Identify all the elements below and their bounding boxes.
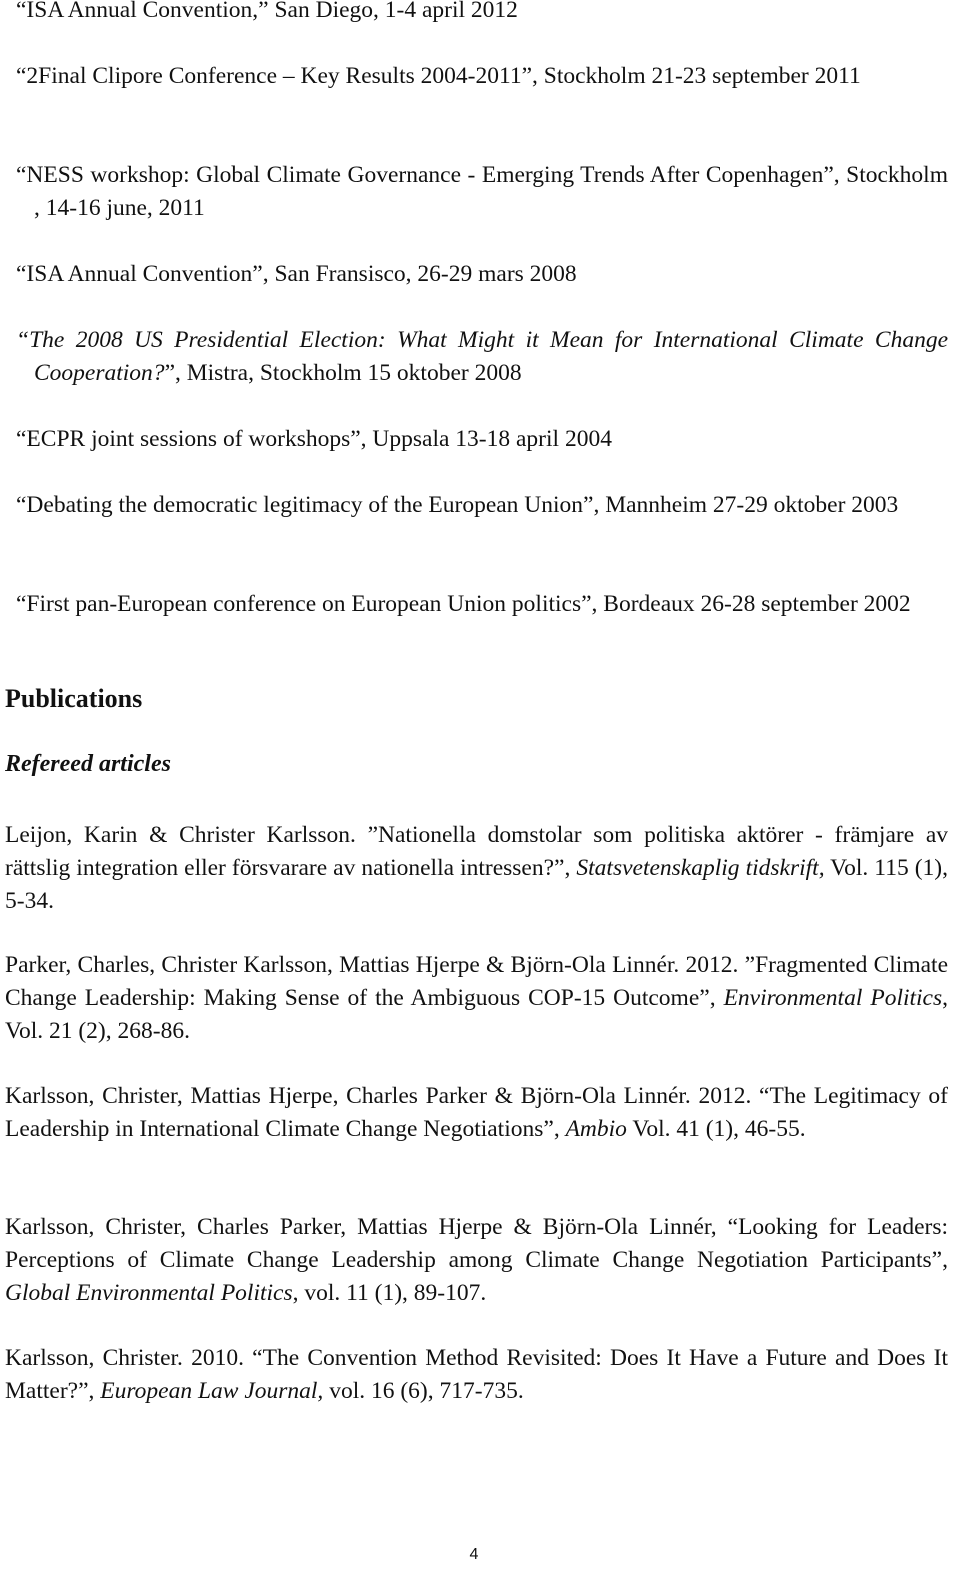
publication-volume: , Vol. 21 (2), 268-86. (5, 985, 949, 1044)
publication-entry (5, 1080, 948, 1146)
publication-volume: Vol. 41 (1), 46-55. (626, 1116, 806, 1142)
journal-name: Global Environmental Politics (5, 1280, 293, 1306)
journal-name: European Law Journal, (100, 1378, 324, 1404)
publications-heading: Publications (5, 684, 143, 713)
publication-citation: Parker, Charles, Christer Karlsson, Mattias Hjerpe & Björn-Ola Linnér. 2012. ”Fragmented Climate Change Leadership: Making Sense of the Ambiguous COP-15 Outcome”, (5, 952, 948, 1011)
conference-entry: “ISA Annual Convention,” San Diego, 1-4 april 2012 (16, 0, 518, 23)
conference-entry: “Debating the democratic legitimacy of the European Union”, Mannheim 27-29 oktober 2003 (16, 492, 899, 518)
publication-volume: , vol. 11 (1), 89-107. (292, 1280, 487, 1306)
publication-citation: Karlsson, Christer, Charles Parker, Mattias Hjerpe & Björn-Ola Linnér, “Looking for Leaders: Perceptions of Climate Change Leadership among Climate Change Negotiation Participants”, (5, 1214, 948, 1273)
journal-name: Ambio (565, 1116, 627, 1142)
publication-entry (5, 819, 948, 918)
conference-title-italic: “The 2008 US Presidential Election: What Might it Mean for International Climate Change Cooperation? (16, 327, 948, 386)
publication-citation: Karlsson, Christer, Mattias Hjerpe, Charles Parker & Björn-Ola Linnér. 2012. “The Legitimacy of Leadership in International Climate Change Negotiations”, (5, 1083, 948, 1142)
publication-citation: Leijon, Karin & Christer Karlsson. ”Nationella domstolar som politiska aktörer - främjare av rättslig integration eller försvarare av nationella intressen?”, (5, 822, 948, 881)
conference-entry: “ISA Annual Convention”, San Fransisco, 26-29 mars 2008 (16, 261, 577, 287)
conference-details: ”, Mistra, Stockholm 15 oktober 2008 (164, 360, 522, 386)
journal-name: Statsvetenskaplig tidskrift, (576, 855, 825, 881)
publication-entry (5, 1342, 948, 1408)
refereed-articles-heading: Refereed articles (5, 751, 171, 777)
page-number: 4 (469, 1546, 479, 1563)
journal-name: Environmental Politics (723, 985, 943, 1011)
publication-volume: vol. 16 (6), 717-735. (323, 1378, 524, 1404)
publication-entry (5, 1211, 948, 1310)
conference-entry (0, 324, 948, 390)
conference-entry: “2Final Clipore Conference – Key Results 2004-2011”, Stockholm 21-23 september 2011 (16, 63, 861, 89)
publication-entry (5, 949, 948, 1048)
publication-volume: Vol. 115 (1), 5-34. (5, 855, 948, 914)
conference-entry: “First pan-European conference on European Union politics”, Bordeaux 26-28 september 2002 (16, 591, 911, 617)
conference-entry: “NESS workshop: Global Climate Governance - Emerging Trends After Copenhagen”, Stockholm , 14-16 june, 2011 (16, 162, 948, 221)
publication-citation: Karlsson, Christer. 2010. “The Convention Method Revisited: Does It Have a Future and Does It Matter?”, (5, 1345, 948, 1404)
conference-entry: “ECPR joint sessions of workshops”, Uppsala 13-18 april 2004 (16, 426, 612, 452)
